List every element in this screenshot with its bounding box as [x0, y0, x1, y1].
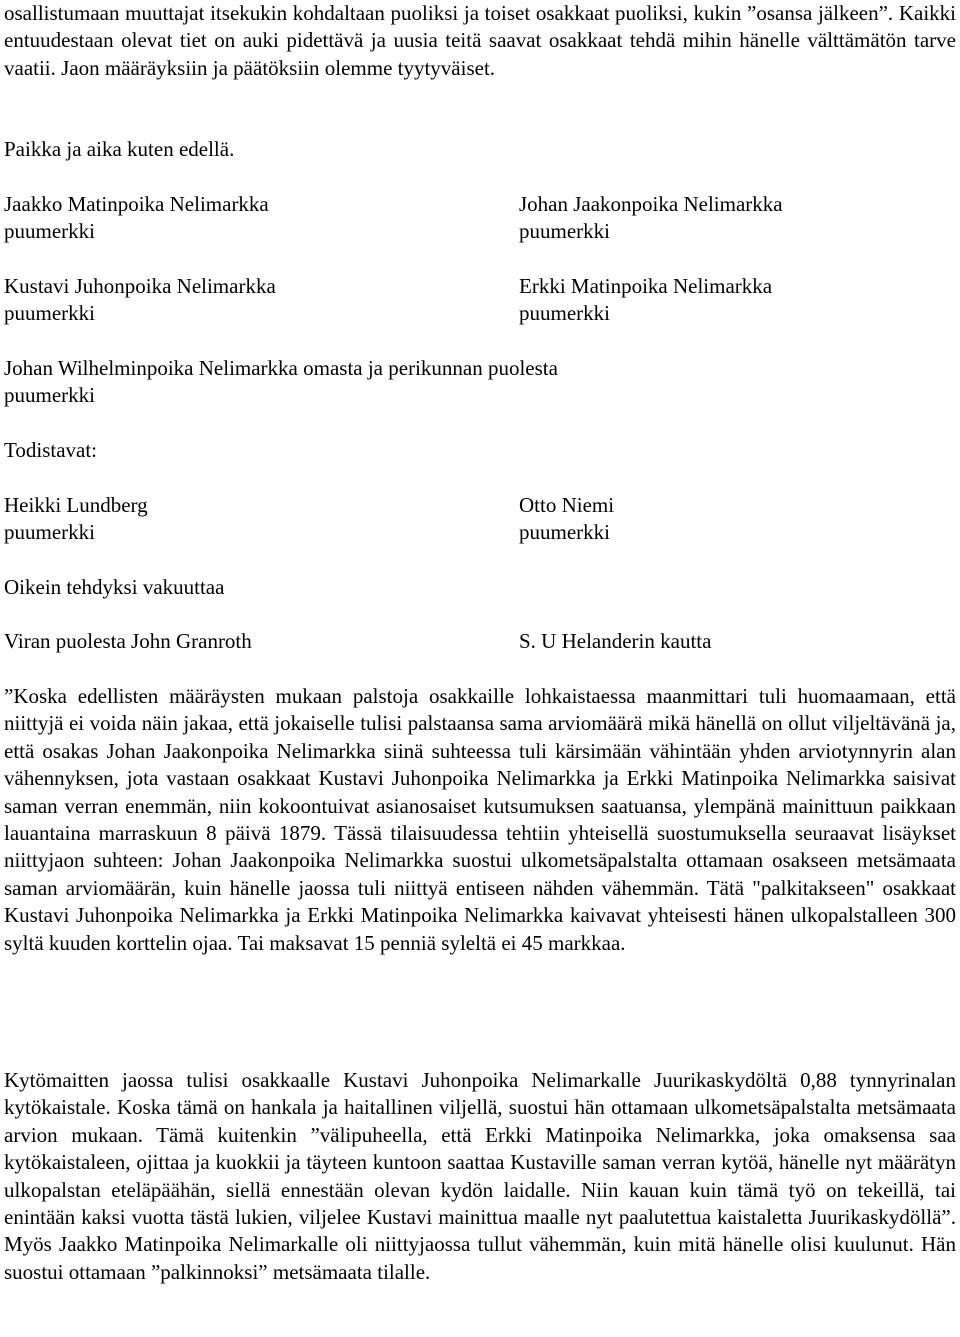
witness-name: Heikki Lundberg [4, 493, 148, 517]
signatory-mark: puumerkki [4, 219, 95, 243]
official-right: S. U Helanderin kautta [519, 629, 712, 653]
signatory-mark: puumerkki [519, 219, 610, 243]
body-paragraph-2: Kytömaitten jaossa tulisi osakkaalle Kustavi Juhonpoika Nelimarkalle Juurikaskydöltä 0,88 tynnyrinalan kytökaistale. Koska tämä on hankala ja haitallinen viljellä, suostui hän ottamaan ulkometsäpalstalta metsämaata arvion mukaan. Tämä kuitenkin ”välipuheella, että Erkki Matinpoika Nelimarkka, joka omaksensa saa kytökaistaleen, ojittaa ja kuokkii ja täyteen kuntoon saattaa Kustaville saman verran kytöä, hänelle nyt määrätyn ulkopalstan eteläpäähän, siellä ennestään olevan kydön laidalle. Niin kauan kuin tämä työ on tekeillä, tai enintään kaksi vuotta tästä lukien, viljelee Kustavi mainittua maalle nyt paalutettua kaistaletta Juurikaskydöllä”. Myös Jaakko Matinpoika Nelimarkalle oli niittyjaossa tullut vähemmän, kuin mitä hänelle olisi kuulunut. Hän suostui ottamaan ”palkinnoksi” metsämaata tilalle. [4, 1068, 956, 1284]
signatory-name: Erkki Matinpoika Nelimarkka [519, 274, 773, 298]
witness-mark: puumerkki [4, 520, 95, 544]
signatory-name: Kustavi Juhonpoika Nelimarkka [4, 274, 276, 298]
wilhelm-mark: puumerkki [4, 383, 95, 407]
witness-mark: puumerkki [519, 520, 610, 544]
place-time: Paikka ja aika kuten edellä. [4, 137, 235, 161]
witness-name: Otto Niemi [519, 493, 615, 517]
official-left: Viran puolesta John Granroth [4, 629, 252, 653]
certification: Oikein tehdyksi vakuuttaa [4, 575, 225, 599]
wilhelm-signatory: Johan Wilhelminpoika Nelimarkka omasta ja perikunnan puolesta [4, 356, 558, 380]
intro-paragraph: osallistumaan muuttajat itsekukin kohdaltaan puoliksi ja toiset osakkaat puoliksi, kukin ”osansa jälkeen”. Kaikki entuudestaan olevat tiet on auki pidettävä ja uusia teitä saavat osakkaat tehdä mihin hänelle välttämätön tarve vaatii. Jaon määräyksiin ja päätöksiin olemme tyytyväiset. [4, 1, 956, 80]
signatory-name: Johan Jaakonpoika Nelimarkka [519, 192, 783, 216]
signatory-mark: puumerkki [519, 301, 610, 325]
body-paragraph-1: ”Koska edellisten määräysten mukaan palstoja osakkaille lohkaistaessa maanmittari tuli huomaamaan, että niittyjä ei voida näin jakaa, että jokaiselle tulisi palstaansa sama arviomäärä mikä hänellä on ollut viljeltävänä ja, että osakas Johan Jaakonpoika Nelimarkka siinä suhteessa tuli kärsimään vähintään yhden arviotynnyrin alan vähennyksen, jota vastaan osakkaat Kustavi Juhonpoika Nelimarkka ja Erkki Matinpoika Nelimarkka saisivat saman verran enemmän, niin kokoontuivat asianosaiset kutsumuksen saatuansa, ylempänä mainittuun paikkaan lauantaina marraskuun 8 päivä 1879. Tässä tilaisuudessa tehtiin yhteisellä suostumuksella seuraavat lisäykset niittyjaon suhteen: Johan Jaakonpoika Nelimarkka suostui ulkometsäpalstalta ottamaan osakseen metsämaata saman arviomäärän, kuin hänelle jaossa tuli niittyä entiseen nähden vähemmän. Tätä "palkitakseen" osakkaat Kustavi Juhonpoika Nelimarkka ja Erkki Matinpoika Nelimarkka kaivavat yhteisesti hänen ulkopalstalleen 300 syltä kuuden korttelin ojaa. Tai maksavat 15 penniä syleltä ei 45 markkaa. [4, 684, 956, 955]
signatory-mark: puumerkki [4, 301, 95, 325]
witnesses-label: Todistavat: [4, 438, 98, 462]
signatory-name: Jaakko Matinpoika Nelimarkka [4, 192, 269, 216]
